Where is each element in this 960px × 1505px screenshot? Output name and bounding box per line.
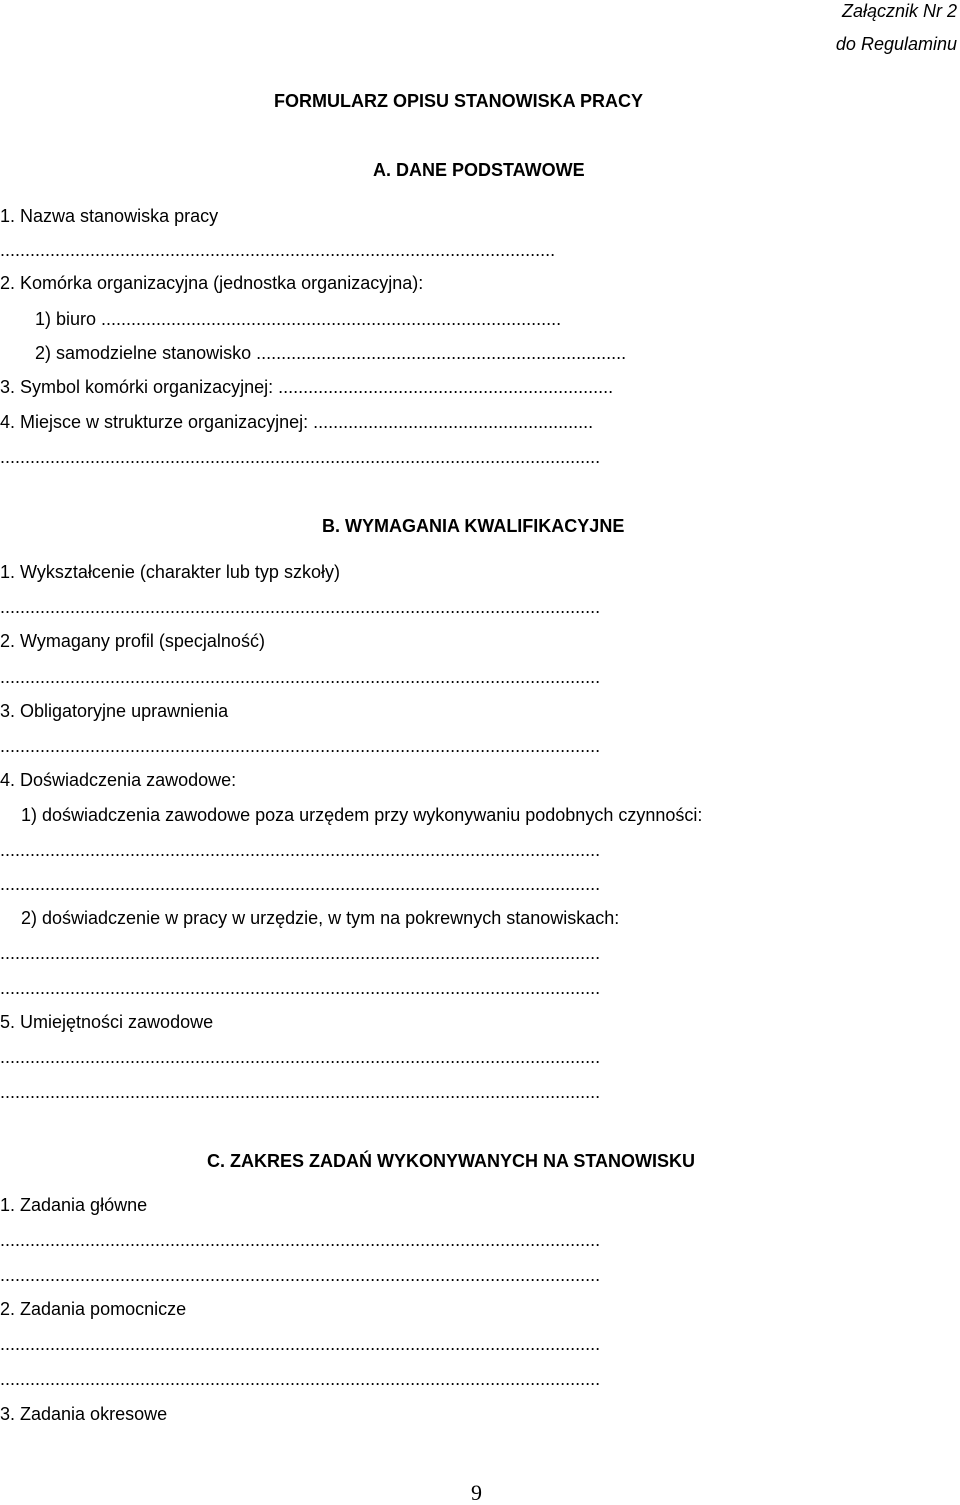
b-item-5: 5. Umiejętności zawodowe [0, 1012, 214, 1032]
b-item-1-fill[interactable]: ........................................................................................................................ [0, 597, 601, 617]
c-item-1-fill-a[interactable]: ........................................................................................................................ [0, 1230, 601, 1250]
b-item-5-fill-b[interactable]: ........................................................................................................................ [0, 1082, 601, 1102]
b-item-4-1: 1) doświadczenia zawodowe poza urzędem przy wykonywaniu podobnych czynności: [21, 805, 703, 825]
a-item-2: 2. Komórka organizacyjna (jednostka organizacyjna): [0, 273, 424, 293]
c-item-1: 1. Zadania główne [0, 1195, 148, 1215]
a-item-1-fill[interactable]: ............................................................................................................... [0, 240, 556, 260]
b-item-2: 2. Wymagany profil (specjalność) [0, 631, 265, 651]
a-item-2-1[interactable]: 1) biuro ............................................................................................ [35, 309, 562, 329]
b-item-1: 1. Wykształcenie (charakter lub typ szkoły) [0, 562, 340, 582]
a-item-1: 1. Nazwa stanowiska pracy [0, 206, 219, 226]
section-a-heading: A. DANE PODSTAWOWE [373, 160, 585, 180]
attachment-label: Załącznik Nr 2 [841, 1, 957, 21]
c-item-3: 3. Zadania okresowe [0, 1404, 168, 1424]
b-item-4: 4. Doświadczenia zawodowe: [0, 770, 237, 790]
a-item-4[interactable]: 4. Miejsce w strukturze organizacyjnej: ........................................................ [0, 412, 594, 432]
b-item-4-2-fill-b[interactable]: ........................................................................................................................ [0, 978, 601, 998]
section-c-heading: C. ZAKRES ZADAŃ WYKONYWANYCH NA STANOWISKU [207, 1151, 695, 1171]
document-title: FORMULARZ OPISU STANOWISKA PRACY [274, 91, 643, 111]
b-item-3-fill[interactable]: ........................................................................................................................ [0, 736, 601, 756]
b-item-4-1-fill-b[interactable]: ........................................................................................................................ [0, 874, 601, 894]
c-item-2-fill-a[interactable]: ........................................................................................................................ [0, 1334, 601, 1354]
b-item-3: 3. Obligatoryjne uprawnienia [0, 701, 229, 721]
a-item-4-fill[interactable]: ........................................................................................................................ [0, 447, 601, 467]
a-item-2-2[interactable]: 2) samodzielne stanowisko .......................................................................... [35, 343, 627, 363]
b-item-4-2: 2) doświadczenie w pracy w urzędzie, w tym na pokrewnych stanowiskach: [21, 908, 620, 928]
b-item-5-fill-a[interactable]: ........................................................................................................................ [0, 1047, 601, 1067]
b-item-4-2-fill-a[interactable]: ........................................................................................................................ [0, 943, 601, 963]
a-item-3[interactable]: 3. Symbol komórki organizacyjnej: ................................................................... [0, 377, 614, 397]
c-item-2: 2. Zadania pomocnicze [0, 1299, 187, 1319]
b-item-2-fill[interactable]: ........................................................................................................................ [0, 667, 601, 687]
c-item-2-fill-b[interactable]: ........................................................................................................................ [0, 1369, 601, 1389]
c-item-1-fill-b[interactable]: ........................................................................................................................ [0, 1265, 601, 1285]
regulation-label: do Regulaminu [835, 34, 957, 54]
b-item-4-1-fill-a[interactable]: ........................................................................................................................ [0, 840, 601, 860]
page-number: 9 [471, 1480, 482, 1505]
section-b-heading: B. WYMAGANIA KWALIFIKACYJNE [322, 516, 625, 536]
